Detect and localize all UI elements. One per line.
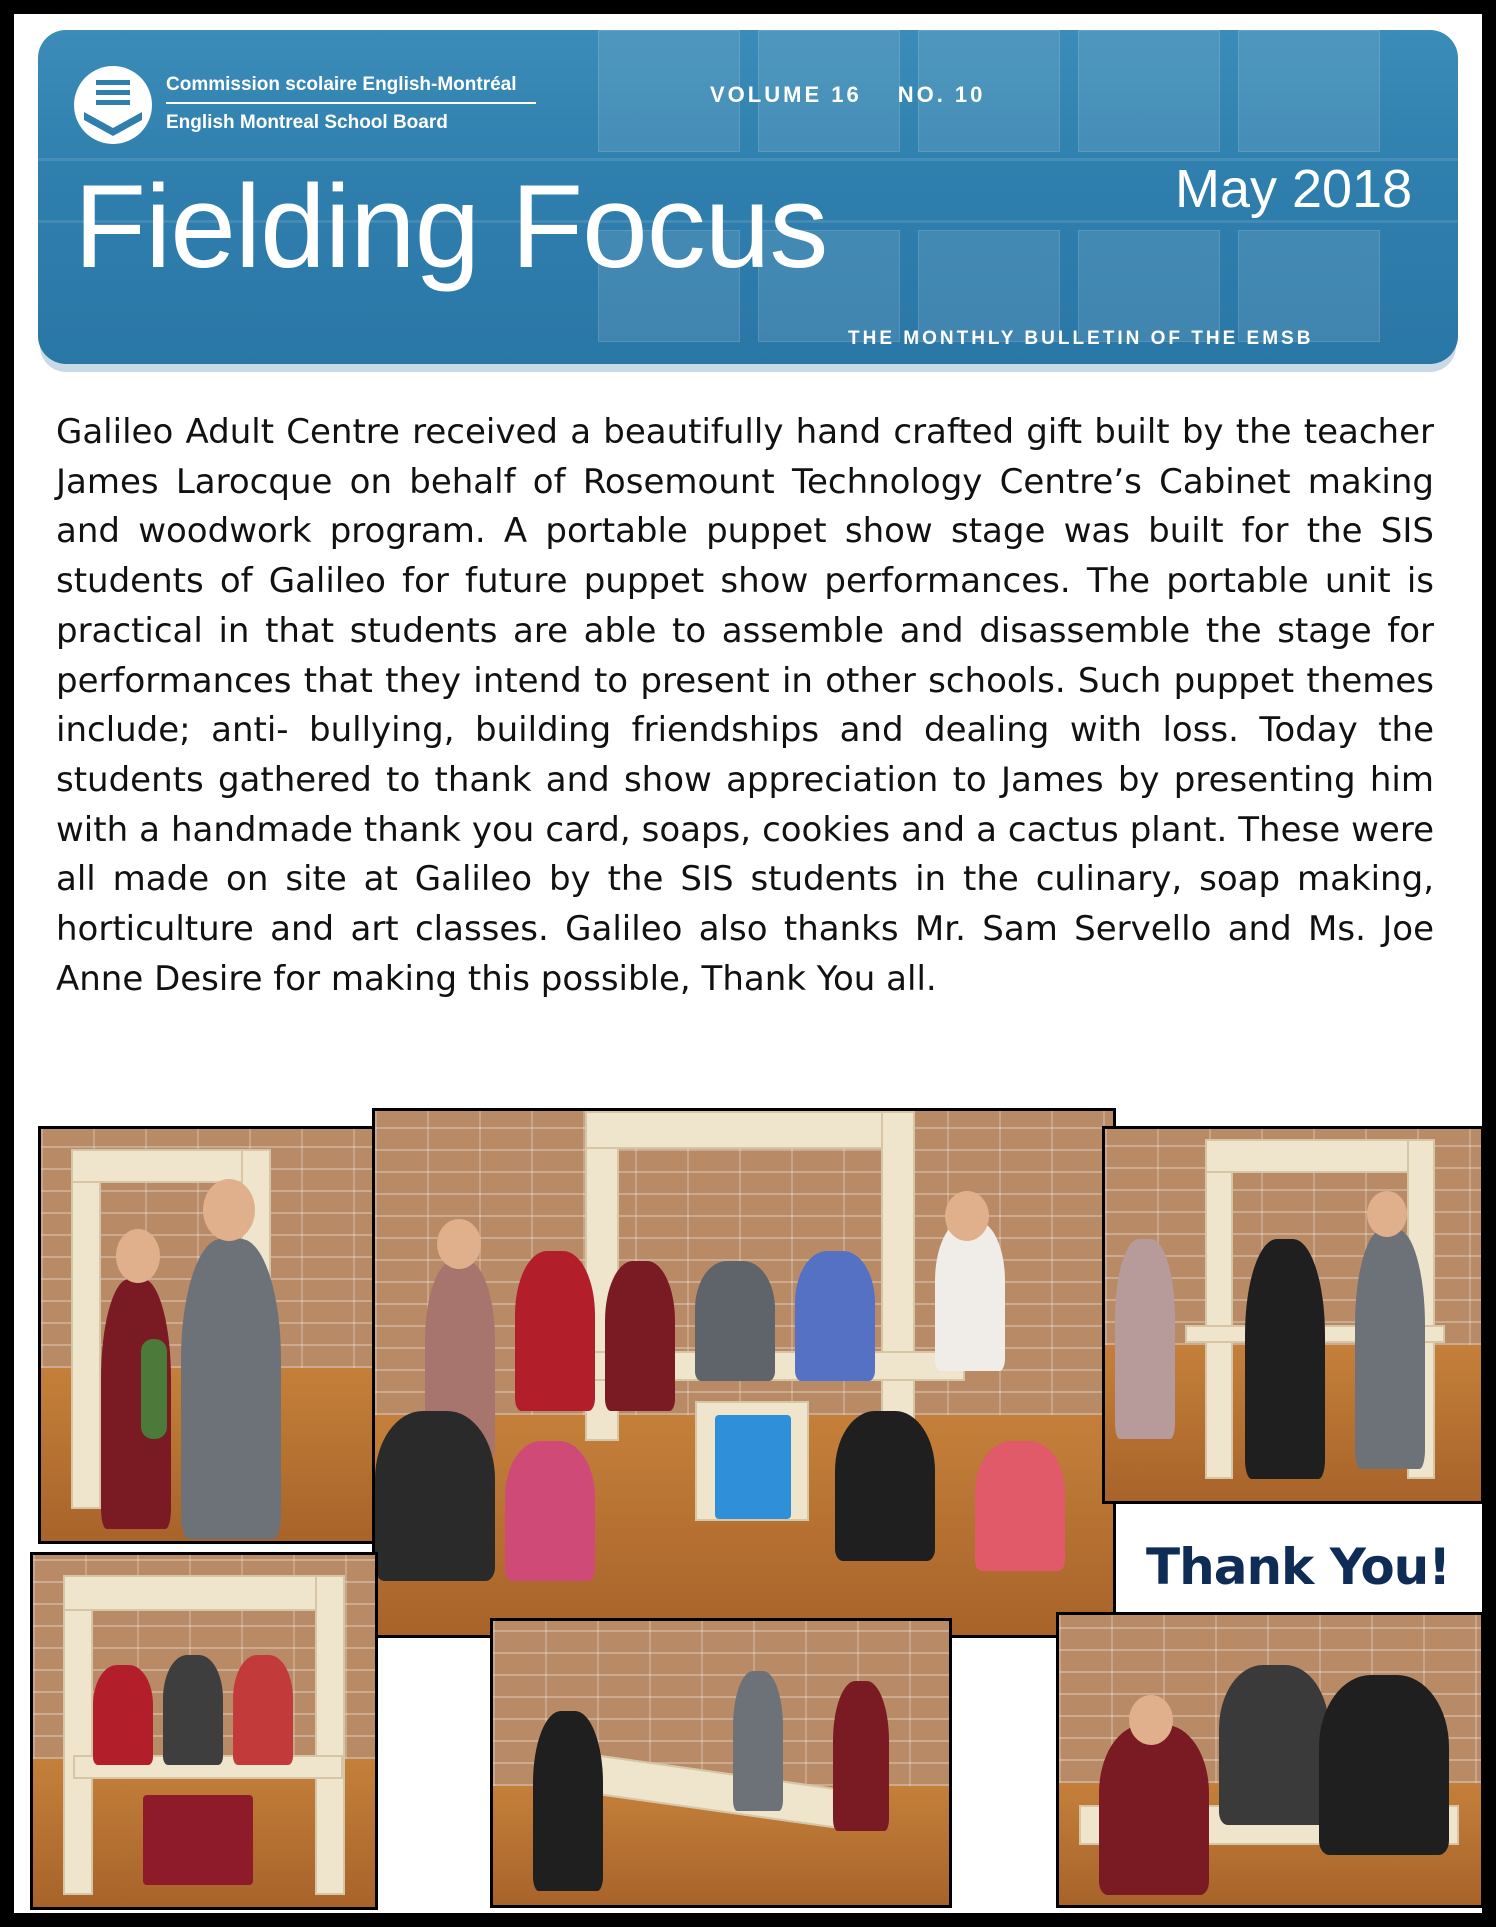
article-body: Galileo Adult Centre received a beautifully hand crafted gift built by the teacher James Larocque on behalf of Rosemount Technology Centre’s Cabinet making and woodwork program. A portable puppet show stage was built for the SIS students of Galileo for future puppet show performances. The portable unit is practical in that students are able to assemble and disassemble the stage for performances that they intend to present in other schools. Such puppet themes include; anti- bullying, building friendships and dealing with loss. Today the students gathered to thank and show appreciation to James by presenting him with a handmade thank you card, soaps, cookies and a cactus plant. These were all made on site at Galileo by the SIS students in the culinary, soap making, horticulture and art classes. Galileo also thanks Mr. Sam Servello and Ms. Joe Anne Desire for making this possible, Thank You all. xyxy=(56,412,1434,999)
photo-puppet-stage xyxy=(30,1552,378,1910)
issue-number: NO. 10 xyxy=(897,82,986,107)
photo-team-assembly xyxy=(1056,1612,1484,1908)
logo-divider xyxy=(166,102,536,104)
thank-you-label: Thank You! xyxy=(1146,1538,1451,1596)
tagline: THE MONTHLY BULLETIN OF THE EMSB xyxy=(848,328,1314,349)
issue-date: May 2018 xyxy=(1175,159,1413,219)
org-name-french: Commission scolaire English-Montréal xyxy=(166,74,517,95)
newsletter-title: Fielding Focus xyxy=(74,161,828,293)
masthead-banner xyxy=(38,30,1458,364)
photo-stage-assembly xyxy=(1102,1126,1484,1504)
issue-volume xyxy=(710,82,985,108)
org-name-english: English Montreal School Board xyxy=(166,112,448,133)
photo-group xyxy=(372,1108,1116,1638)
emsb-logo-icon xyxy=(74,66,152,144)
photo-cactus-gift xyxy=(38,1126,384,1544)
photo-carrying-panel xyxy=(490,1618,952,1908)
volume-label: VOLUME 16 xyxy=(710,82,862,107)
newsletter-page xyxy=(14,14,1482,1913)
